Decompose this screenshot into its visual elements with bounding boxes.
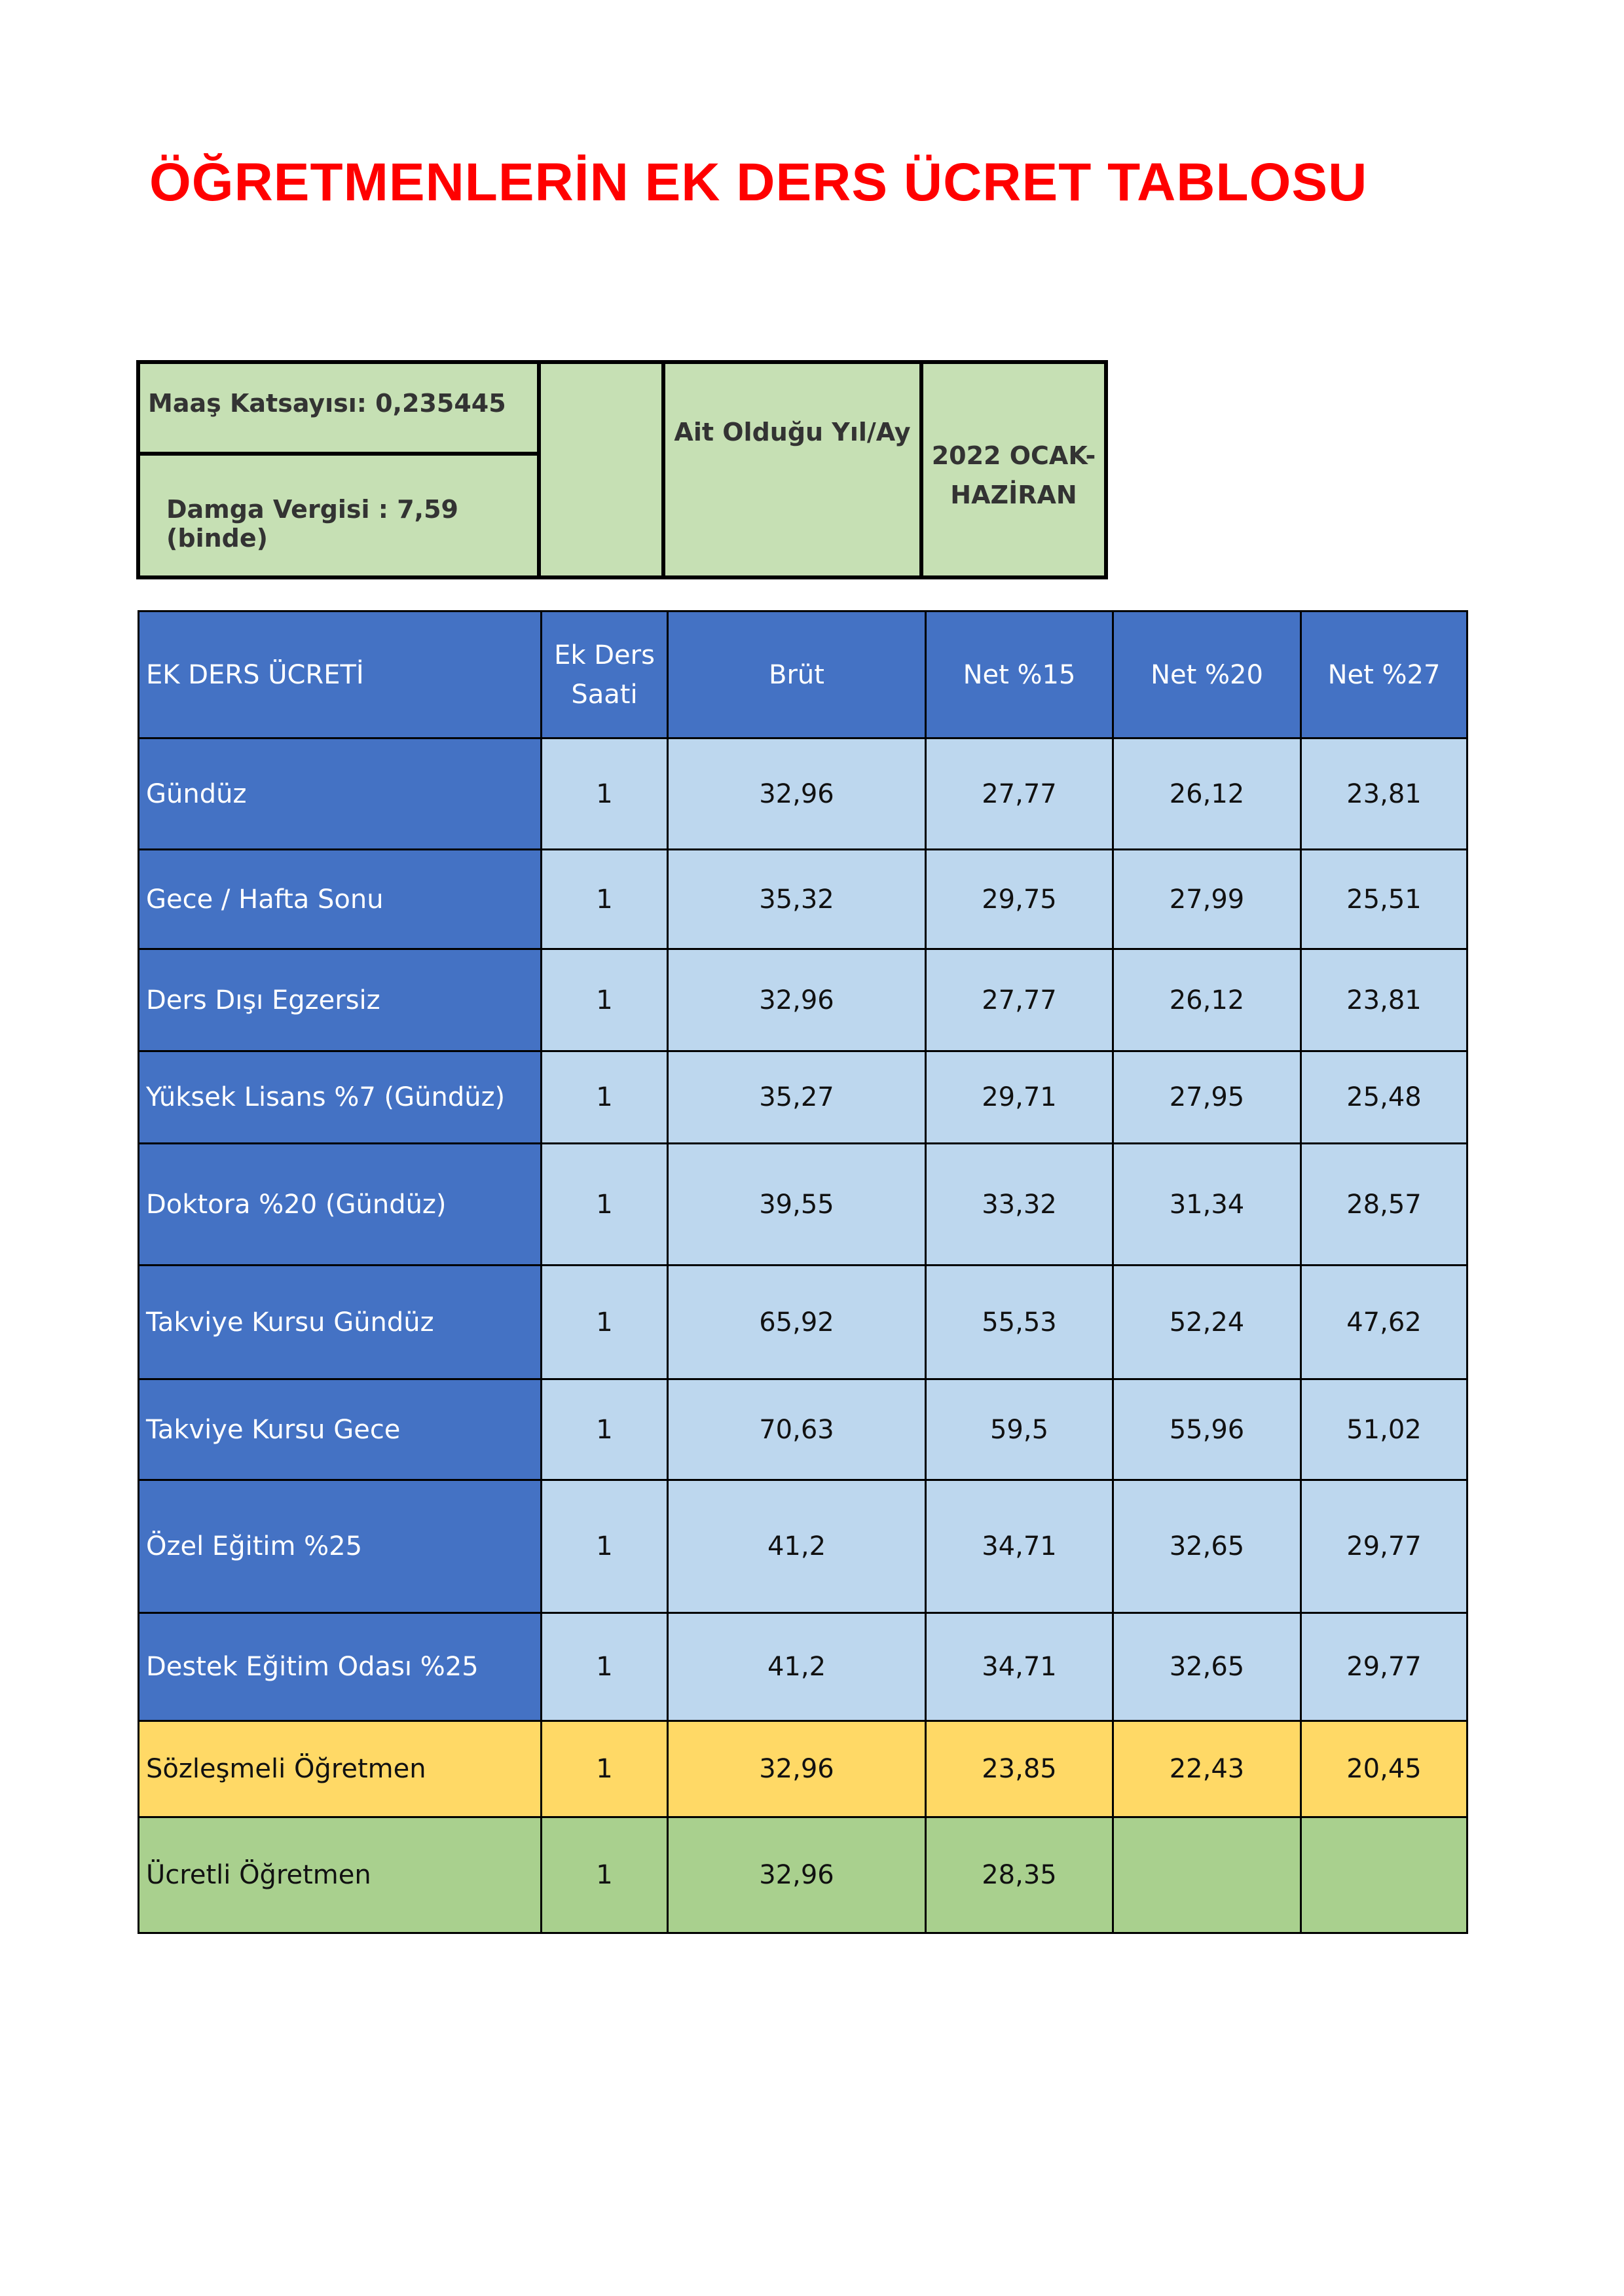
row-brut: 32,96 [667,1720,927,1818]
row-saat: 1 [540,1816,669,1934]
row-net20: 32,65 [1112,1612,1302,1722]
row-brut: 41,2 [667,1612,927,1722]
period-cell [919,360,1108,579]
row-net20: 27,99 [1112,848,1302,950]
row-net15: 59,5 [925,1378,1114,1481]
empty-info-cell [537,360,665,579]
row-label: Özel Eğitim %25 [138,1479,542,1614]
row-net15: 23,85 [925,1720,1114,1818]
header-net27: Net %27 [1300,610,1468,739]
row-saat: 1 [540,1050,669,1144]
row-net20: 26,12 [1112,948,1302,1052]
row-net27: 25,48 [1300,1050,1468,1144]
row-net15: 34,71 [925,1479,1114,1614]
table-row [138,1378,1468,1481]
row-net15: 28,35 [925,1816,1114,1934]
row-net27: 51,02 [1300,1378,1468,1481]
header-brut: Brüt [667,610,927,739]
row-net15: 29,71 [925,1050,1114,1144]
row-saat: 1 [540,948,669,1052]
row-net15: 27,77 [925,948,1114,1052]
row-net20: 26,12 [1112,737,1302,850]
row-label: Takviye Kursu Gece [138,1378,542,1481]
row-saat: 1 [540,1479,669,1614]
row-net27: 28,57 [1300,1142,1468,1266]
ait-oldugu-cell: Ait Olduğu Yıl/Ay [661,360,923,579]
row-label: Destek Eğitim Odası %25 [138,1612,542,1722]
table-row [138,848,1468,950]
row-brut: 32,96 [667,948,927,1052]
row-net20 [1112,1816,1302,1934]
table-row [138,1612,1468,1722]
row-net27 [1300,1816,1468,1934]
row-brut: 32,96 [667,737,927,850]
row-net20: 52,24 [1112,1264,1302,1380]
row-net27: 23,81 [1300,948,1468,1052]
table-row [138,948,1468,1052]
row-net27: 47,62 [1300,1264,1468,1380]
damga-vergisi-cell: Damga Vergisi : 7,59 (binde) [136,452,541,579]
row-saat: 1 [540,1720,669,1818]
info-table [136,360,1108,579]
header-saat [540,610,669,739]
header-saat-line-2: Saati [571,679,638,710]
table-row [138,1050,1468,1144]
row-label: Takviye Kursu Gündüz [138,1264,542,1380]
row-net15: 34,71 [925,1612,1114,1722]
table-row [138,1142,1468,1266]
table-row [138,1479,1468,1614]
row-net27: 29,77 [1300,1612,1468,1722]
row-label: Gece / Hafta Sonu [138,848,542,950]
row-net20: 32,65 [1112,1479,1302,1614]
row-brut: 65,92 [667,1264,927,1380]
row-brut: 32,96 [667,1816,927,1934]
period-line-1: 2022 OCAK- [931,441,1096,470]
row-brut: 35,32 [667,848,927,950]
row-label: Sözleşmeli Öğretmen [138,1720,542,1818]
header-net15: Net %15 [925,610,1114,739]
header-saat-line-1: Ek Ders [554,640,655,670]
header-net20: Net %20 [1112,610,1302,739]
table-row [138,737,1468,850]
row-net27: 20,45 [1300,1720,1468,1818]
table-row [138,1720,1468,1818]
row-net20: 55,96 [1112,1378,1302,1481]
row-net27: 23,81 [1300,737,1468,850]
row-net20: 31,34 [1112,1142,1302,1266]
row-saat: 1 [540,1612,669,1722]
row-saat: 1 [540,1264,669,1380]
row-net27: 29,77 [1300,1479,1468,1614]
row-brut: 41,2 [667,1479,927,1614]
row-brut: 35,27 [667,1050,927,1144]
row-saat: 1 [540,737,669,850]
row-brut: 70,63 [667,1378,927,1481]
row-brut: 39,55 [667,1142,927,1266]
page-title: ÖĞRETMENLERİN EK DERS ÜCRET TABLOSU [149,153,1368,212]
row-net15: 33,32 [925,1142,1114,1266]
row-net15: 27,77 [925,737,1114,850]
table-row [138,1264,1468,1380]
ek-ders-table [138,610,1468,1952]
table-header-row [138,610,1468,739]
row-label: Doktora %20 (Gündüz) [138,1142,542,1266]
row-net27: 25,51 [1300,848,1468,950]
row-saat: 1 [540,1142,669,1266]
period-line-2: HAZİRAN [950,481,1077,509]
row-net15: 55,53 [925,1264,1114,1380]
row-label: Gündüz [138,737,542,850]
header-label: EK DERS ÜCRETİ [138,610,542,739]
row-saat: 1 [540,848,669,950]
row-saat: 1 [540,1378,669,1481]
row-label: Ücretli Öğretmen [138,1816,542,1934]
row-net20: 22,43 [1112,1720,1302,1818]
row-label: Ders Dışı Egzersiz [138,948,542,1052]
maas-katsayisi-cell: Maaş Katsayısı: 0,235445 [136,360,541,456]
row-net15: 29,75 [925,848,1114,950]
table-row [138,1816,1468,1934]
row-label: Yüksek Lisans %7 (Gündüz) [138,1050,542,1144]
row-net20: 27,95 [1112,1050,1302,1144]
